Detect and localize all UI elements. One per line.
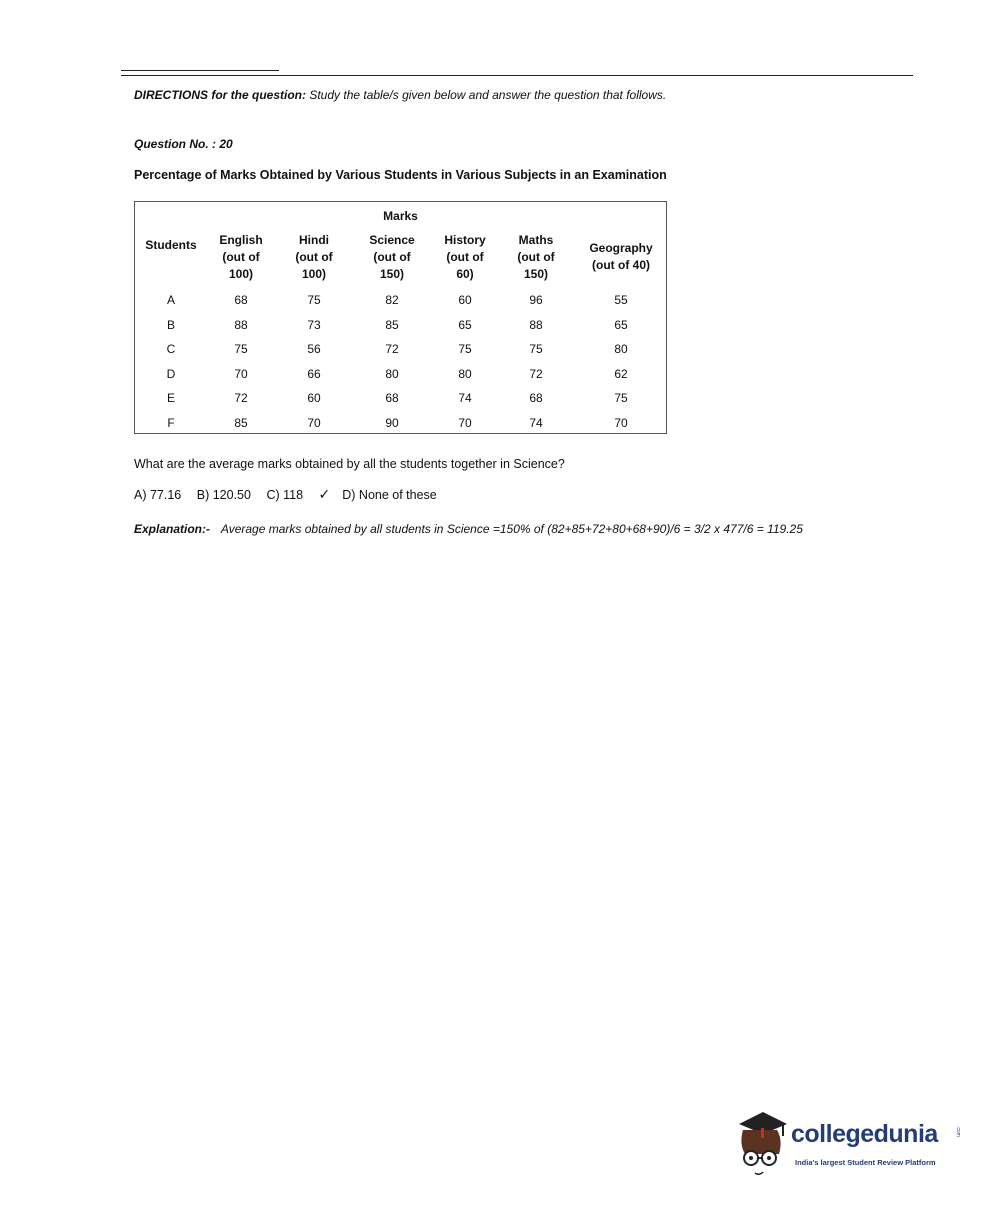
cell-english: 68 xyxy=(234,293,248,307)
cell-english: 70 xyxy=(234,367,248,381)
option-c: C) 118 xyxy=(266,488,304,502)
cell-science: 80 xyxy=(385,367,399,381)
table-row xyxy=(135,391,666,411)
cell-history: 65 xyxy=(458,318,472,332)
cell-history: 60 xyxy=(458,293,472,307)
cell-student: F xyxy=(167,416,175,430)
cell-science: 90 xyxy=(385,416,399,430)
cell-geography: 65 xyxy=(614,318,628,332)
header-history: History (out of 60) xyxy=(444,233,486,281)
table-row xyxy=(135,318,666,338)
directions-text: Study the table/s given below and answer the question that follows. xyxy=(309,88,667,102)
cell-history: 75 xyxy=(458,342,472,356)
header-science: Science (out of 150) xyxy=(369,233,415,281)
logo-tagline: India's largest Student Review Platform xyxy=(795,1158,936,1167)
table-row xyxy=(135,293,666,313)
cell-geography: 62 xyxy=(614,367,628,381)
option-d: D) None of these xyxy=(342,488,437,502)
cell-science: 82 xyxy=(385,293,399,307)
cell-science: 72 xyxy=(385,342,399,356)
cell-maths: 74 xyxy=(529,416,543,430)
cell-hindi: 60 xyxy=(307,391,321,405)
short-rule xyxy=(121,70,279,71)
option-a: A) 77.16 xyxy=(134,488,182,502)
logo-wordmark: collegedunia xyxy=(791,1120,938,1148)
marks-table xyxy=(134,201,667,434)
checkmark-icon: ✓ xyxy=(318,486,331,502)
cell-student: E xyxy=(166,391,175,405)
cell-geography: 55 xyxy=(614,293,628,307)
header-geography: Geography (out of 40) xyxy=(589,241,653,272)
answer-options xyxy=(134,486,449,503)
cell-student: B xyxy=(166,318,175,332)
cell-student: C xyxy=(166,342,176,356)
cell-english: 72 xyxy=(234,391,248,405)
explanation-label: Explanation:- xyxy=(134,522,211,536)
directions-label: DIRECTIONS for the question: xyxy=(134,88,306,102)
explanation xyxy=(134,522,803,536)
cell-history: 74 xyxy=(458,391,472,405)
cell-history: 80 xyxy=(458,367,472,381)
table-title: Percentage of Marks Obtained by Various Students in Various Subjects in an Examination xyxy=(134,168,667,182)
explanation-text: Average marks obtained by all students in Science =150% of (82+85+72+80+68+90)/6 = 3/2 x 477/6 = 119.25 xyxy=(220,522,803,536)
cell-geography: 75 xyxy=(614,391,628,405)
cell-geography: 70 xyxy=(614,416,628,430)
top-rule xyxy=(121,75,913,76)
cell-hindi: 56 xyxy=(307,342,321,356)
directions xyxy=(134,88,666,102)
cell-maths: 75 xyxy=(529,342,543,356)
cell-hindi: 66 xyxy=(307,367,321,381)
header-english: English (out of 100) xyxy=(219,233,263,281)
cell-english: 85 xyxy=(234,416,248,430)
collegedunia-logo xyxy=(733,1110,963,1180)
cell-history: 70 xyxy=(458,416,472,430)
cell-hindi: 70 xyxy=(307,416,321,430)
cell-english: 75 xyxy=(234,342,248,356)
cell-student: A xyxy=(166,293,175,307)
cell-science: 85 xyxy=(385,318,399,332)
cell-maths: 68 xyxy=(529,391,543,405)
cell-hindi: 75 xyxy=(307,293,321,307)
logo-dotcom: .com xyxy=(955,1126,961,1137)
header-students: Students xyxy=(145,238,197,252)
header-hindi: Hindi (out of 100) xyxy=(295,233,333,281)
cell-student: D xyxy=(166,367,176,381)
option-b: B) 120.50 xyxy=(196,488,251,502)
cell-maths: 88 xyxy=(529,318,543,332)
marks-group-header: Marks xyxy=(383,209,418,223)
table-row xyxy=(135,367,666,387)
cell-english: 88 xyxy=(234,318,248,332)
table-row xyxy=(135,416,666,436)
question-text: What are the average marks obtained by all the students together in Science? xyxy=(134,457,565,471)
cell-hindi: 73 xyxy=(307,318,321,332)
header-maths: Maths (out of 150) xyxy=(517,233,555,281)
cell-geography: 80 xyxy=(614,342,628,356)
cell-maths: 96 xyxy=(529,293,543,307)
cell-maths: 72 xyxy=(529,367,543,381)
question-number: Question No. : 20 xyxy=(134,137,233,151)
table-row xyxy=(135,342,666,362)
mascot-icon xyxy=(733,1110,791,1180)
cell-science: 68 xyxy=(385,391,399,405)
